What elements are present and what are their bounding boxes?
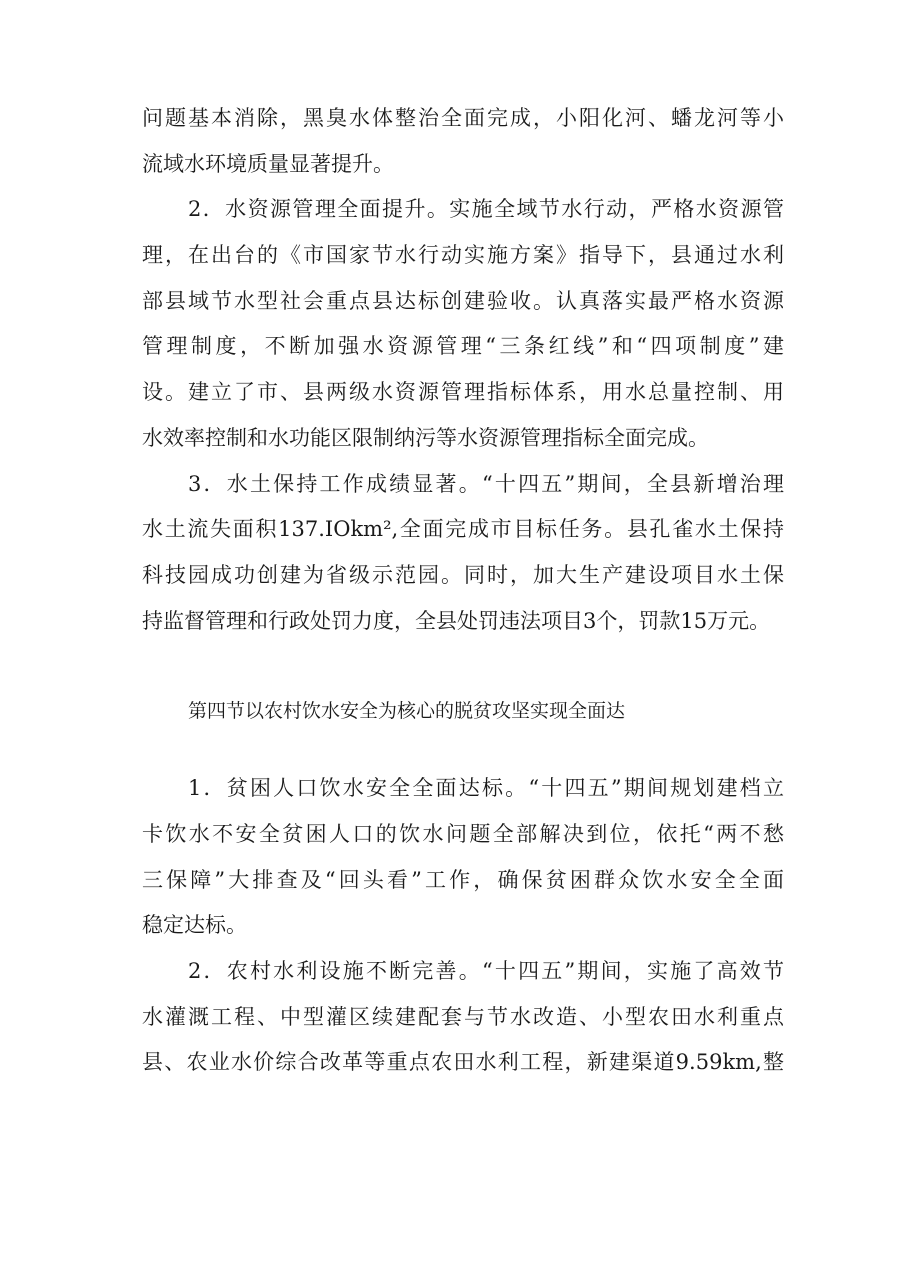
paragraph-soil-conservation <box>142 462 784 645</box>
section-heading: 第四节以农村饮水安全为核心的脱贫攻坚实现全面达 <box>188 700 626 723</box>
paragraph-water-environment <box>142 96 784 187</box>
paragraph-water-resources <box>142 187 784 461</box>
spacer <box>142 736 784 766</box>
text-line: 水土流失面积137.IOkm²,全面完成市目标任务。县孔雀水土保持 <box>142 517 784 542</box>
text-line: 3．水土保持工作成绩显著。“十四五”期间，全县新增治理 <box>188 471 784 496</box>
text-line: 持监督管理和行政处罚力度，全县处罚违法项目3个，罚款15万元。 <box>142 608 771 633</box>
paragraph-rural-irrigation <box>142 949 784 1086</box>
text-line: 水效率控制和水功能区限制纳污等水资源管理指标全面完成。 <box>142 425 709 450</box>
text-line: 2．水资源管理全面提升。实施全域节水行动，严格水资源管 <box>188 197 784 222</box>
text-line: 管理制度，不断加强水资源管理“三条红线”和“四项制度”建 <box>142 334 784 359</box>
text-line: 理，在出台的《市国家节水行动实施方案》指导下，县通过水利 <box>142 243 784 268</box>
text-line: 三保障”大排查及“回头看”工作，确保贫困群众饮水安全全面 <box>142 867 784 892</box>
text-line: 卡饮水不安全贫困人口的饮水问题全部解决到位，依托“两不愁 <box>142 821 784 846</box>
text-line: 稳定达标。 <box>142 913 247 938</box>
text-line: 部县域节水型社会重点县达标创建验收。认真落实最严格水资源 <box>142 288 784 313</box>
spacer <box>142 644 784 686</box>
text-line: 2．农村水利设施不断完善。“十四五”期间，实施了高效节 <box>188 959 784 983</box>
text-line: 县、农业水价综合改革等重点农田水利工程，新建渠道9.59km,整 <box>142 1050 784 1075</box>
text-line: 科技园成功创建为省级示范园。同时，加大生产建设项目水土保 <box>142 562 784 587</box>
text-line: 流域水环境质量显著提升。 <box>142 151 394 176</box>
document-page <box>142 96 784 1086</box>
text-line: 问题基本消除，黑臭水体整治全面完成，小阳化河、蟠龙河等小 <box>142 106 784 130</box>
text-line: 设。建立了市、县两级水资源管理指标体系，用水总量控制、用 <box>142 380 784 405</box>
text-line: 1．贫困人口饮水安全全面达标。“十四五”期间规划建档立 <box>188 776 784 801</box>
text-line: 水灌溉工程、中型灌区续建配套与节水改造、小型农田水利重点 <box>142 1004 784 1029</box>
paragraph-drinking-water <box>142 766 784 949</box>
